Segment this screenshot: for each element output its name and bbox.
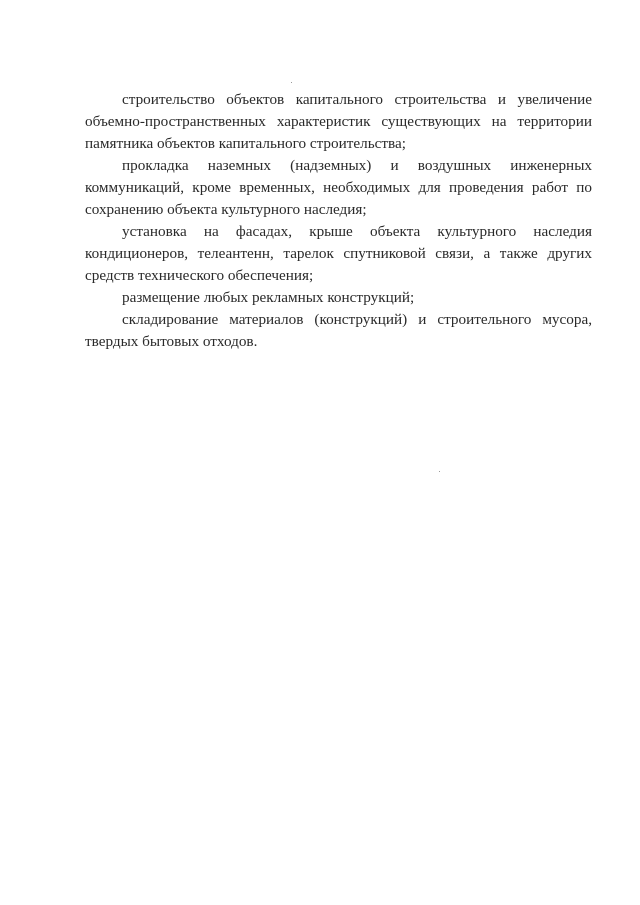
- paragraph-capital-construction: строительство объектов капитального строительства и увеличение объемно-пространственных характеристик существующих на территории памятника объектов капитального строительства;: [85, 91, 592, 152]
- paragraph-advertising: размещение любых рекламных конструкций;: [122, 289, 415, 306]
- paragraph-facade-equipment: установка на фасадах, крыше объекта культурного наследия кондиционеров, телеантенн, тарелок спутниковой связи, а также других средств технического обеспечения;: [85, 223, 592, 284]
- document-body: [85, 89, 592, 353]
- scan-speck: [291, 82, 292, 83]
- paragraph-material-storage: складирование материалов (конструкций) и строительного мусора, твердых бытовых отходов.: [85, 311, 592, 350]
- scan-speck: [439, 471, 440, 472]
- paragraph-engineering-communications: прокладка наземных (надземных) и воздушных инженерных коммуникаций, кроме временных, необходимых для проведения работ по сохранению объекта культурного наследия;: [85, 157, 592, 218]
